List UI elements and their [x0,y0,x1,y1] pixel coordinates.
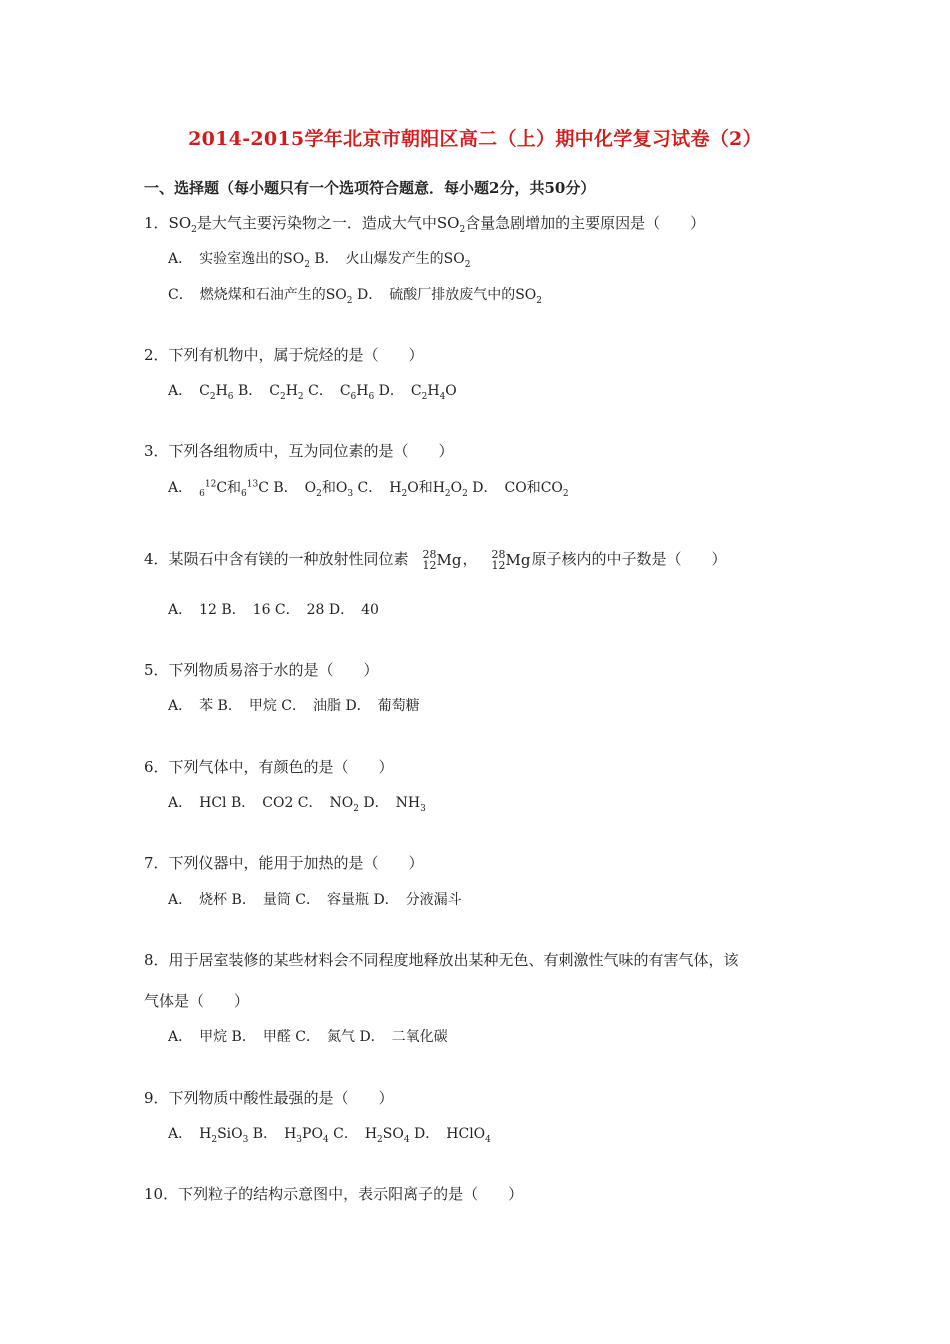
question-3-stem: 3．下列各组物质中，互为同位素的是（ ） [144,442,454,460]
question-5-stem: 5．下列物质易溶于水的是（ ） [144,661,379,679]
question-9-options: A． $H_2SiO_3$ B． $H_3PO_4$ C． $H_2SO_4$ D． HClO$_4$ [168,1126,491,1145]
question-4-stem: 4．某陨石中含有镁的一种放射性同位素 28 12Mg， 28 12Mg原子核内的中子数是（ ） [144,548,727,572]
section-heading: 一、选择题（每小题只有一个选项符合题意．每小题2分，共50分） [144,179,596,197]
question-10-stem: 10．下列粒子的结构示意图中，表示阳离子的是（ ） [144,1185,524,1203]
question-7-stem: 7．下列仪器中，能用于加热的是（ ） [144,854,424,872]
question-8-stem-line2: 气体是（ ） [144,992,250,1010]
question-7-options: A． 烧杯 B． 量筒 C． 容量瓶 D． 分液漏斗 [168,892,462,908]
nuclide-notation: 28 12Mg [422,548,462,572]
question-2-options: A． $C_2H_6$ B． $C_2H_2$ C． $C_6H_6$ D． $C_2H_4O$ [168,383,457,402]
question-2-stem: 2．下列有机物中，属于烷烃的是（ ） [144,346,424,364]
question-6-stem: 6．下列气体中，有颜色的是（ ） [144,758,394,776]
question-8-options: A． 甲烷 B． 甲醛 C． 氮气 D． 二氧化碳 [168,1029,448,1045]
question-6-options: A． HCl B． CO2 C． $NO_2$ D． $NH_3$ [168,795,426,814]
question-3-options: A． $_6^{12}$C和$_6^{13}$C B． $O_2$和$O_3$ C． $H_2O$和$H_2O_2$ D． CO和$CO_2$ [168,479,569,499]
question-1-stem: 1．$SO_2$是大气主要污染物之一．造成大气中$SO_2$含量急剧增加的主要原因是（ ） [144,214,706,235]
question-5-options: A． 苯 B． 甲烷 C． 油脂 D． 葡萄糖 [168,698,420,714]
question-4-options: A． 12 B． 16 C． 28 D． 40 [168,602,379,618]
question-8-stem-line1: 8．用于居室装修的某些材料会不同程度地释放出某种无色、有刺激性气味的有害气体，该 [144,951,739,969]
question-1-options-line2: C． 燃烧煤和石油产生的$SO_2$ D． 硫酸厂排放废气中的$SO_2$ [168,287,542,306]
nuclide-notation: 28 12Mg [491,548,531,572]
question-9-stem: 9．下列物质中酸性最强的是（ ） [144,1089,394,1107]
question-1-options-line1: A． 实验室逸出的$SO_2$ B． 火山爆发产生的$SO_2$ [168,251,471,270]
exam-title: 2014-2015学年北京市朝阳区高二（上）期中化学复习试卷（2） [188,128,762,150]
